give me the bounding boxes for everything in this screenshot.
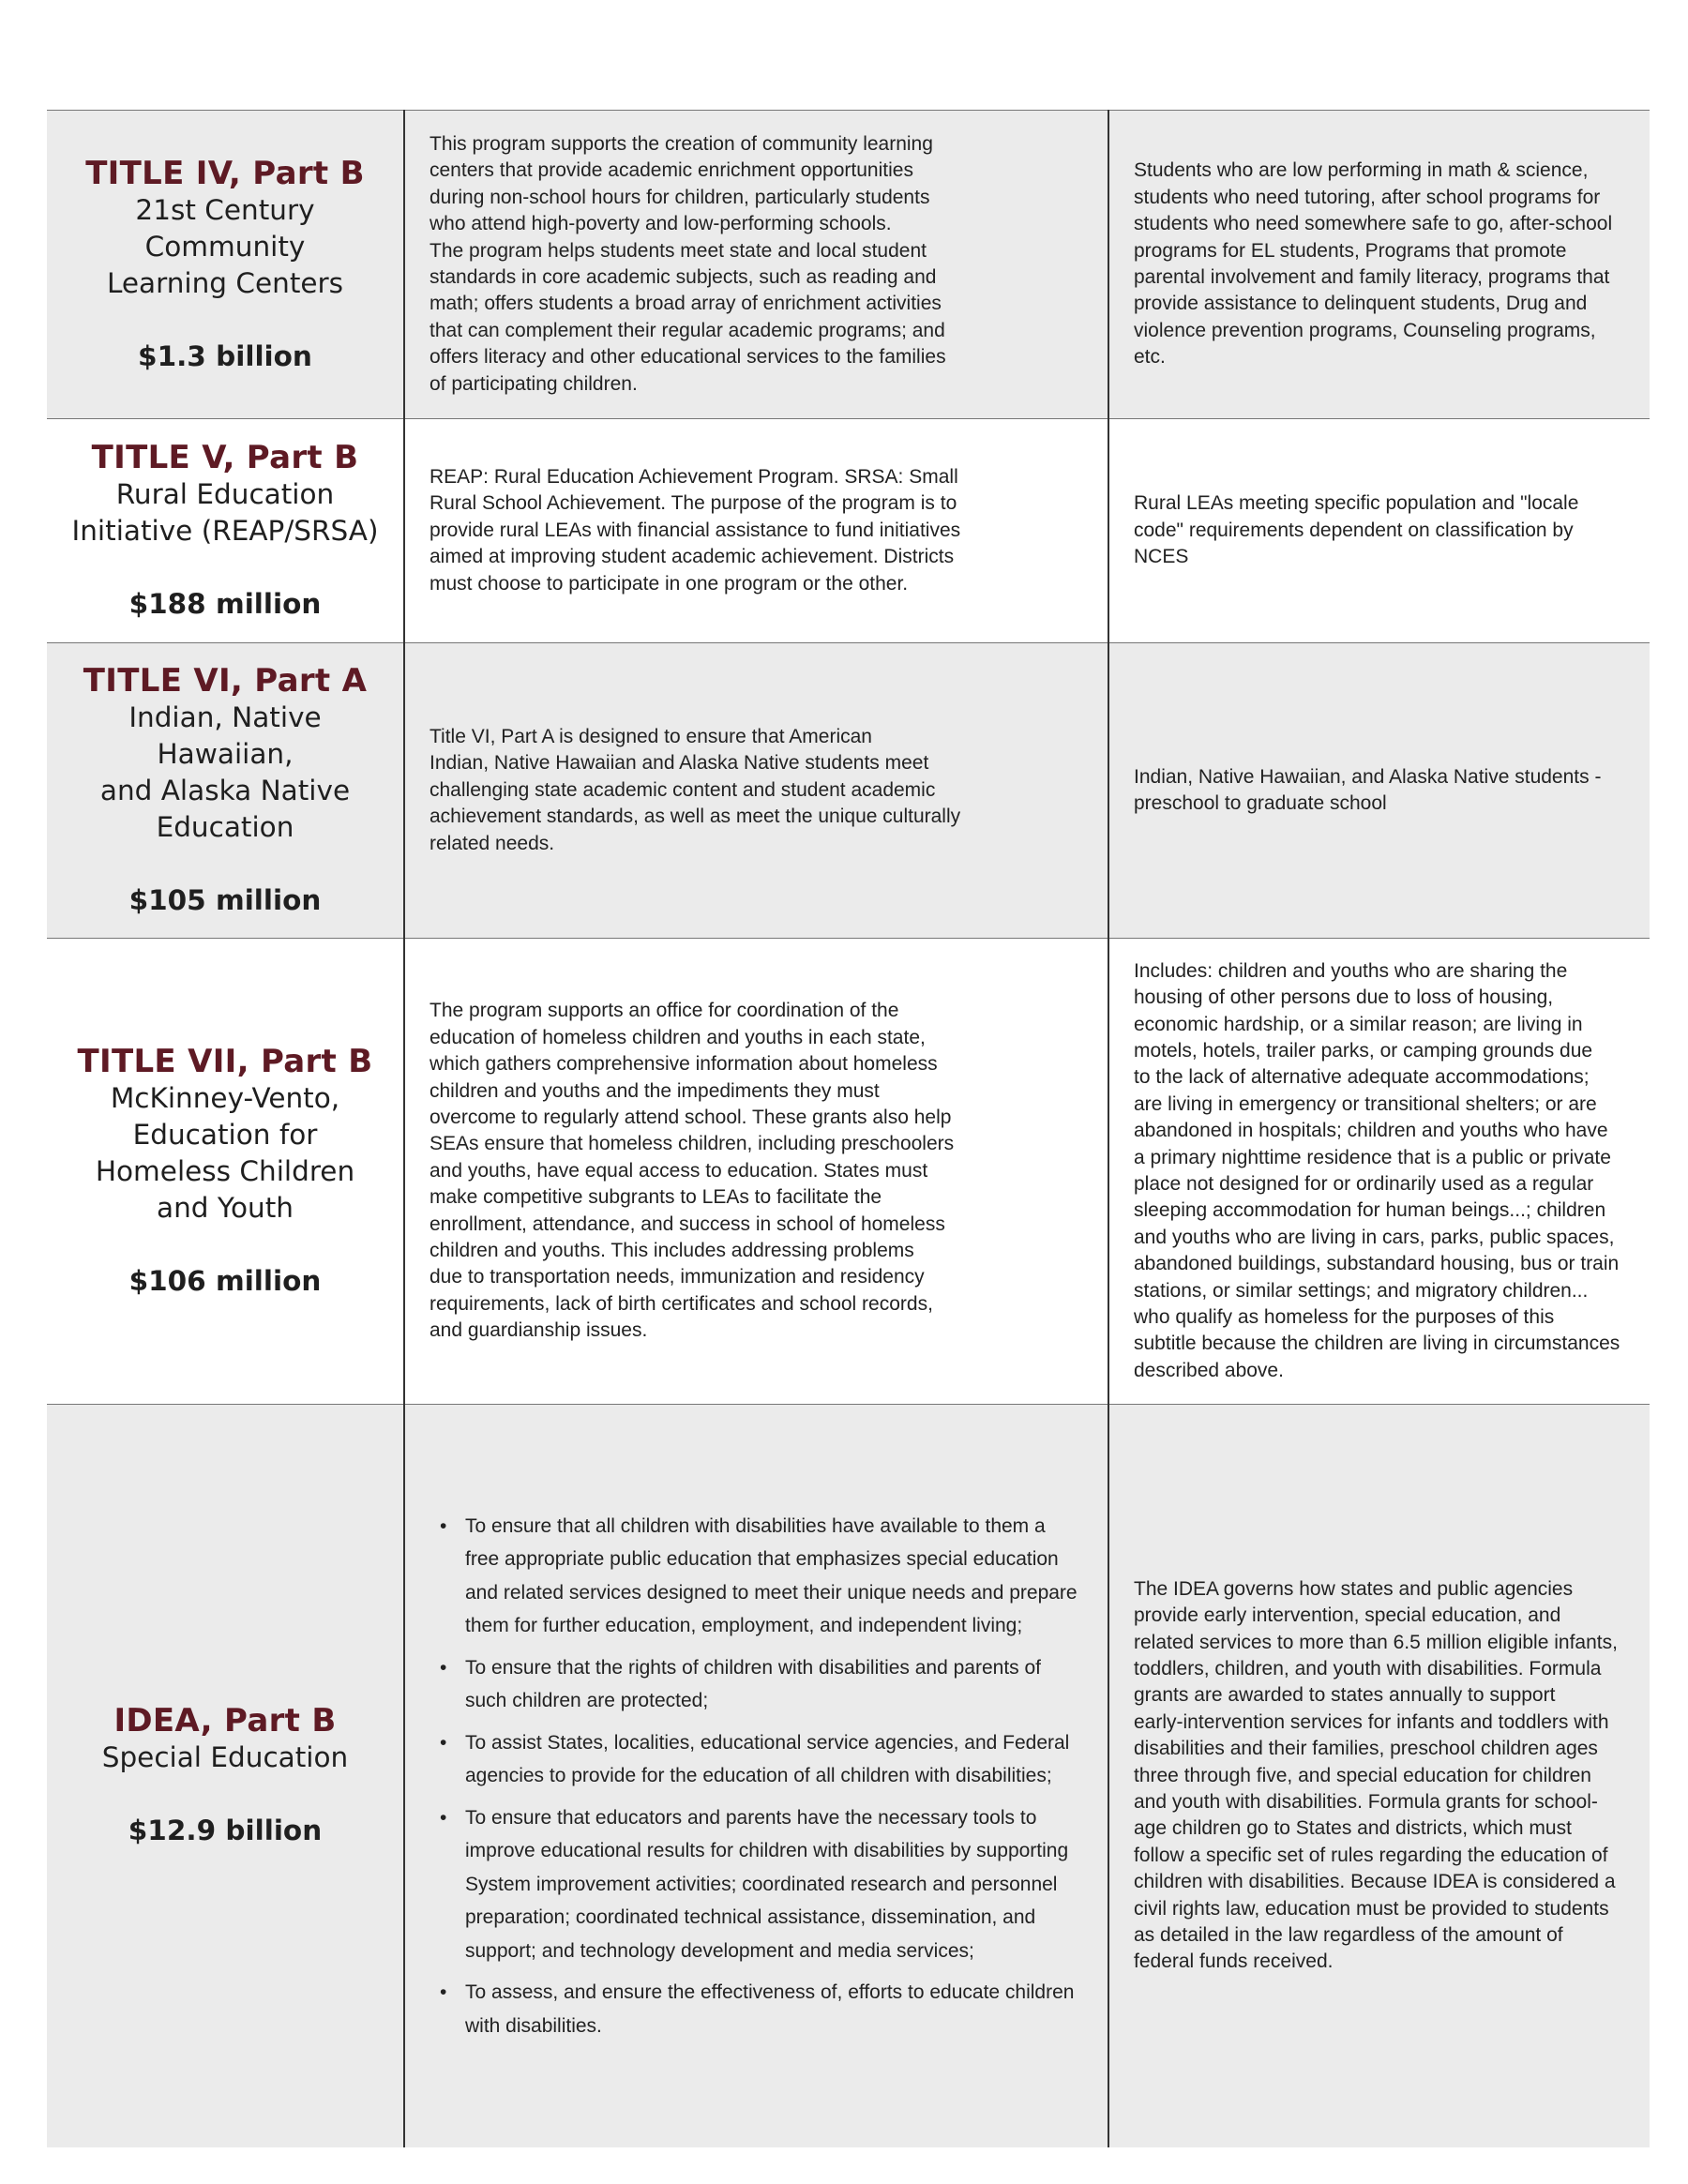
bullet-icon: •	[440, 1806, 447, 1829]
bullet-icon: •	[440, 1514, 447, 1537]
program-title-cell	[47, 643, 404, 939]
eligibility-text: Rural LEAs meeting specific population and "locale code" requirements dependent on classification by NCES	[1134, 492, 1579, 568]
table-row	[47, 643, 1650, 939]
objective-text: To ensure that all children with disabilities have available to them a free appropriate public education that emphasizes special education and related services designed to meet their unique needs and prepare them for further education, employment, and independent living;	[465, 1514, 1078, 1636]
description-cell	[404, 643, 1108, 939]
program-title-cell	[47, 111, 404, 419]
list-item	[430, 1726, 1079, 1793]
eligibility-cell	[1108, 643, 1650, 939]
bullet-icon: •	[440, 1981, 447, 2003]
title-label: TITLE VII, Part B	[77, 1043, 373, 1080]
description-cell	[404, 111, 1108, 419]
objectives-list	[430, 1510, 1079, 2043]
eligibility-cell	[1108, 1405, 1650, 2147]
funding-amount: $106 million	[128, 1265, 322, 1297]
title-label: TITLE VI, Part A	[83, 662, 368, 700]
eligibility-cell	[1108, 111, 1650, 419]
program-description: Title VI, Part A is designed to ensure that American Indian, Native Hawaiian and Alaska Native students meet challenging state academic content and student academic achievement standards, as well as meet the unique culturally related needs.	[430, 725, 961, 854]
program-name: Indian, Native Hawaiian, and Alaska Native Education	[99, 701, 351, 843]
list-item	[430, 1976, 1079, 2042]
program-title-cell	[47, 419, 404, 643]
funding-amount: $188 million	[128, 588, 322, 620]
eligibility-cell	[1108, 939, 1650, 1405]
table-row	[47, 111, 1650, 419]
program-description: The program supports an office for coordination of the education of homeless children and youths in each state, which gathers comprehensive information about homeless children and youths and the impediments they must overcome to regularly attend school. These grants also help SEAs ensure that homeless children, including preschoolers and youths, have equal access to education. States must make competitive subgrants to LEAs to facilitate the enrollment, attendance, and success in school of homeless children and youths. This includes addressing problems due to transportation needs, immunization and residency requirements, lack of birth certificates and school records, and guardianship issues.	[430, 1000, 955, 1342]
list-item	[430, 1651, 1079, 1718]
funding-amount: $105 million	[128, 884, 322, 916]
list-item	[430, 1510, 1079, 1643]
eligibility-cell	[1108, 419, 1650, 643]
list-item	[430, 1801, 1079, 1968]
program-name: Special Education	[101, 1741, 349, 1774]
program-description: REAP: Rural Education Achievement Program. SRSA: Small Rural School Achievement. The purpose of the program is to provide rural LEAs with financial assistance to fund initiatives aimed at improving student academic achievement. Districts must choose to participate in one program or the other.	[430, 465, 961, 595]
eligibility-text: The IDEA governs how states and public agencies provide early intervention, special education, and related services to more than 6.5 million eligible infants, toddlers, children, and youth with disabilities. Formula grants are awarded to states annually to support early-intervention services for infants and toddlers with disabilities and their families, preschool children ages three through five, and special education for children and youth with disabilities. Formula grants for school- age children go to States and districts, which must follow a specific set of rules regarding the education of children with disabilities. Because IDEA is considered a civil rights law, education must be provided to students as detailed in the law regardless of the amount of federal funds received.	[1134, 1577, 1618, 1973]
description-cell	[404, 939, 1108, 1405]
program-title-cell	[47, 1405, 404, 2147]
table-row	[47, 939, 1650, 1405]
eligibility-text: Includes: children and youths who are sharing the housing of other persons due to loss of housing, economic hardship, or a similar reason; are living in motels, hotels, trailer parks, or camping grounds due to the lack of alternative adequate accommodations; are living in emergency or transitional shelters; or are abandoned in hospitals; children and youths who have a primary nighttime residence that is a public or private place not designed for or ordinarily used as a regular sleeping accommodation for human beings...; children and youths who are living in cars, parks, public spaces, abandoned buildings, substandard housing, bus or train stations, or similar settings; and migratory children... who qualify as homeless for the purposes of this subtitle because the children are living in circumstances described above.	[1134, 959, 1620, 1381]
title-label: TITLE IV, Part B	[85, 154, 365, 192]
table-row	[47, 419, 1650, 643]
objective-text: To ensure that the rights of children with disabilities and parents of such children are protected;	[465, 1656, 1042, 1711]
table-row	[47, 1405, 1650, 2147]
description-cell	[404, 419, 1108, 643]
program-name: McKinney-Vento, Education for Homeless Children and Youth	[95, 1082, 355, 1224]
title-label: IDEA, Part B	[113, 1702, 337, 1740]
program-description: This program supports the creation of community learning centers that provide academic enrichment opportunities during non-school hours for children, particularly students who attend high-poverty and low-performing schools. The program helps students meet state and local student standards in core academic subjects, such as reading and math; offers students a broad array of enrichment activities that can complement their regular academic programs; and offers literacy and other educational services to the families of participating children.	[430, 132, 946, 395]
funding-amount: $12.9 billion	[128, 1815, 323, 1847]
objective-text: To assess, and ensure the effectiveness of, efforts to educate children with disabilities.	[465, 1981, 1075, 2037]
eligibility-text: Students who are low performing in math & science, students who need tutoring, after school programs for students who need somewhere safe to go, after-school programs for EL students, Programs that promote parental involvement and family literacy, programs that provide assistance to delinquent students, Drug and violence prevention programs, Counseling programs, etc.	[1134, 159, 1613, 369]
objective-text: To ensure that educators and parents have the necessary tools to improve educational results for children with disabilities by supporting System improvement activities; coordinated research and personnel preparation; coordinated technical assistance, dissemination, and support; and technology development and media services;	[465, 1806, 1069, 1962]
bullet-icon: •	[440, 1731, 447, 1754]
funding-amount: $1.3 billion	[138, 339, 312, 372]
objective-text: To assist States, localities, educational service agencies, and Federal agencies to provide for the education of all children with disabilities;	[465, 1731, 1070, 1786]
program-name: Rural Education Initiative (REAP/SRSA)	[71, 478, 379, 547]
program-name: 21st Century Community Learning Centers	[106, 193, 344, 299]
programs-table	[47, 110, 1650, 2147]
program-title-cell	[47, 939, 404, 1405]
eligibility-text: Indian, Native Hawaiian, and Alaska Native students - preschool to graduate school	[1134, 765, 1602, 814]
title-label: TITLE V, Part B	[91, 439, 359, 476]
bullet-icon: •	[440, 1656, 447, 1679]
description-cell	[404, 1405, 1108, 2147]
